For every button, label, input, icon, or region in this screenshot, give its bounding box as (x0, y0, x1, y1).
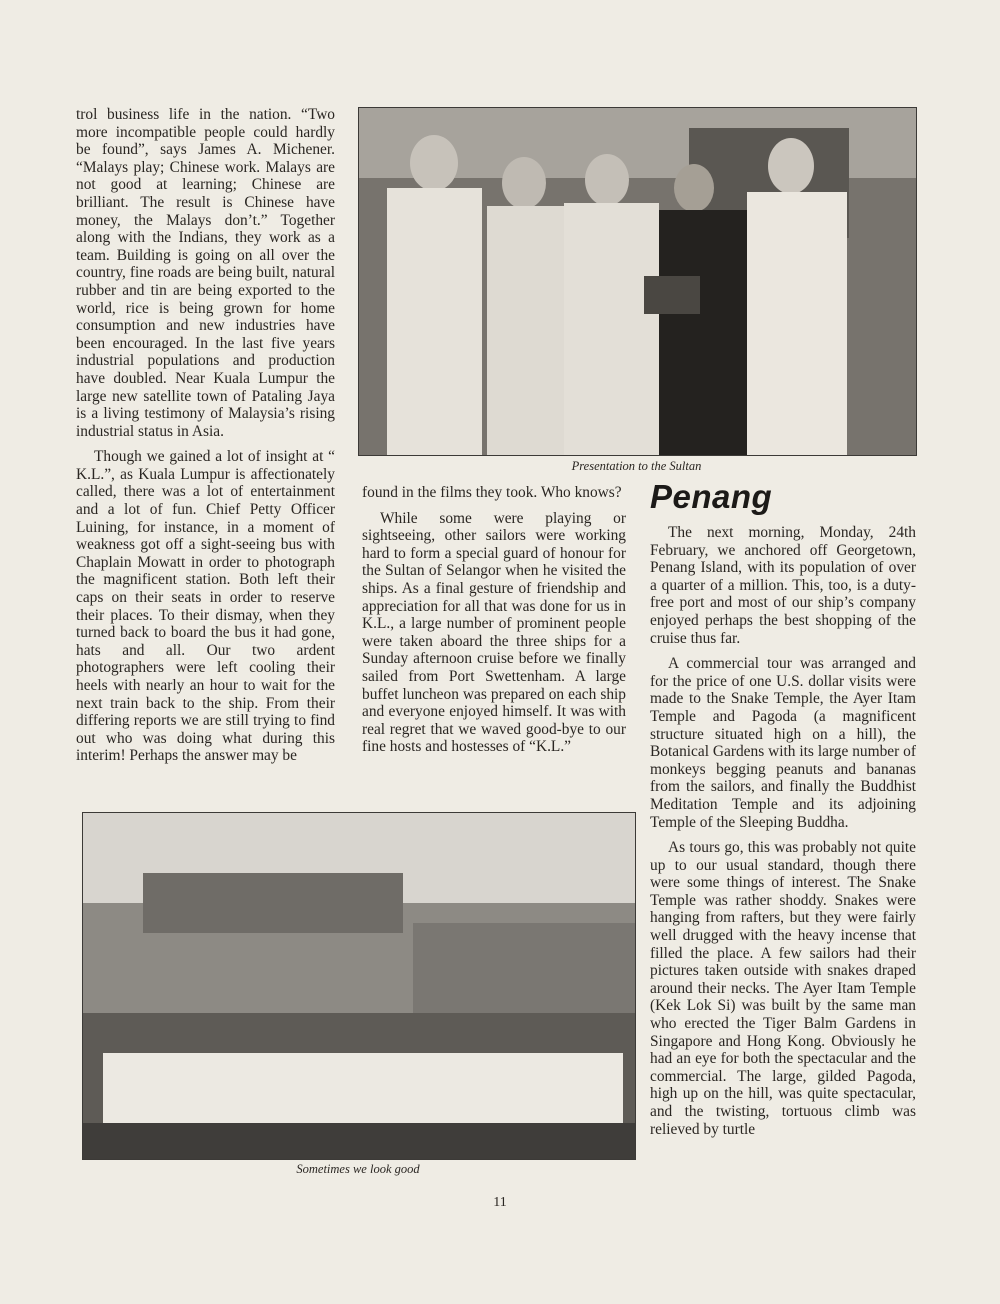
section-heading: Penang (650, 478, 773, 515)
photo-caption: Presentation to the Sultan (571, 459, 702, 473)
paragraph: While some were playing or sightseeing, other sailors were working hard to form a special guard of honour for the Sultan of Selangor when he visited the ships. As a final gesture of friendship and appreciation for all that was done for us in K.L., a large number of prominent people were taken aboard the three ships for a Sunday afternoon cruise before we finally sailed from Port Swettenham. A large buffet luncheon was prepared on each ship and everyone enjoyed himself. It was with real regret that we waved good-bye to our fine hosts and hostesses of “K.L.” (362, 509, 626, 756)
photo-sailors-guard-of-honour (82, 812, 636, 1160)
photo-caption: Sometimes we look good (296, 1162, 420, 1176)
text-column-left (76, 106, 335, 765)
paragraph: Though we gained a lot of insight at “ K.L.”, as Kuala Lumpur is affectionately called, there was a lot of entertainment and a lot of fun. Chief Petty Officer Luining, for instance, in a moment of weakness got off a sight-seeing bus with Chaplain Mowatt in order to photograph the magnificent station. Both left their caps on their seats in order to reserve their places. To their dismay, when they turned back to board the bus it had gone, hats and all. Our two ardent photographers were left cooling their heels with nearly an hour to wait for the next train back to the ship. From their differing reports we are still trying to find out who was doing what during this interim! Perhaps the answer may be (76, 448, 335, 765)
paragraph: The next morning, Monday, 24th February, we anchored off Georgetown, Penang Island, with its population of over a quarter of a million. This, too, is a duty-free port and most of our ship’s company enjoyed perhaps the best shopping of the cruise thus far. (650, 524, 916, 647)
paragraph: As tours go, this was probably not quite up to our usual standard, though there were some things of interest. The Snake Temple was rather shoddy. Snakes were hanging from rafters, but they were fairly well drugged with the heavy incense that filled the place. A few sailors had their pictures taken outside with snakes draped around their necks. The Ayer Itam Temple (Kek Lok Si) was built by the same man who erected the Tiger Balm Gardens in Singapore and Hong Kong. Obviously he had an eye for both the spectacular and the commercial. The large, gilded Pagoda, high up on the hill, was quite spectacular, and the twisting, tortuous climb was relieved by turtle (650, 839, 916, 1138)
text-column-right (650, 524, 916, 1138)
text-column-middle (362, 484, 626, 756)
paragraph: found in the films they took. Who knows? (362, 484, 622, 501)
paragraph: trol business life in the nation. “Two more incompatible people could hardly be found”, says James A. Michener. “Malays play; Chinese work. Malays are not good at learning; Chinese are brilliant. The result is Chinese have money, the Malays don’t.” Together along with the Indians, they work as a team. Building is going on all over the country, fine roads are being built, natural rubber and tin are being exported to the world, rice is being grown for home consumption and new industries have been encouraged. In the last five years industrial populations and production have doubled. Near Kuala Lumpur the large new satellite town of Pataling Jaya is a living testimony of Malaysia’s rising industrial status in Asia. (76, 106, 335, 440)
paragraph: A commercial tour was arranged and for the price of one U.S. dollar visits were made to the Snake Temple, the Ayer Itam Temple and Pagoda (a magnificent structure situated high on a hill), the Botanical Gardens with its large number of monkeys begging peanuts and bananas from the sailors, and finally the Buddhist Meditation Temple and its adjoining Temple of the Sleeping Buddha. (650, 655, 916, 831)
photo-presentation-to-sultan (358, 107, 917, 456)
page-number: 11 (493, 1195, 507, 1210)
